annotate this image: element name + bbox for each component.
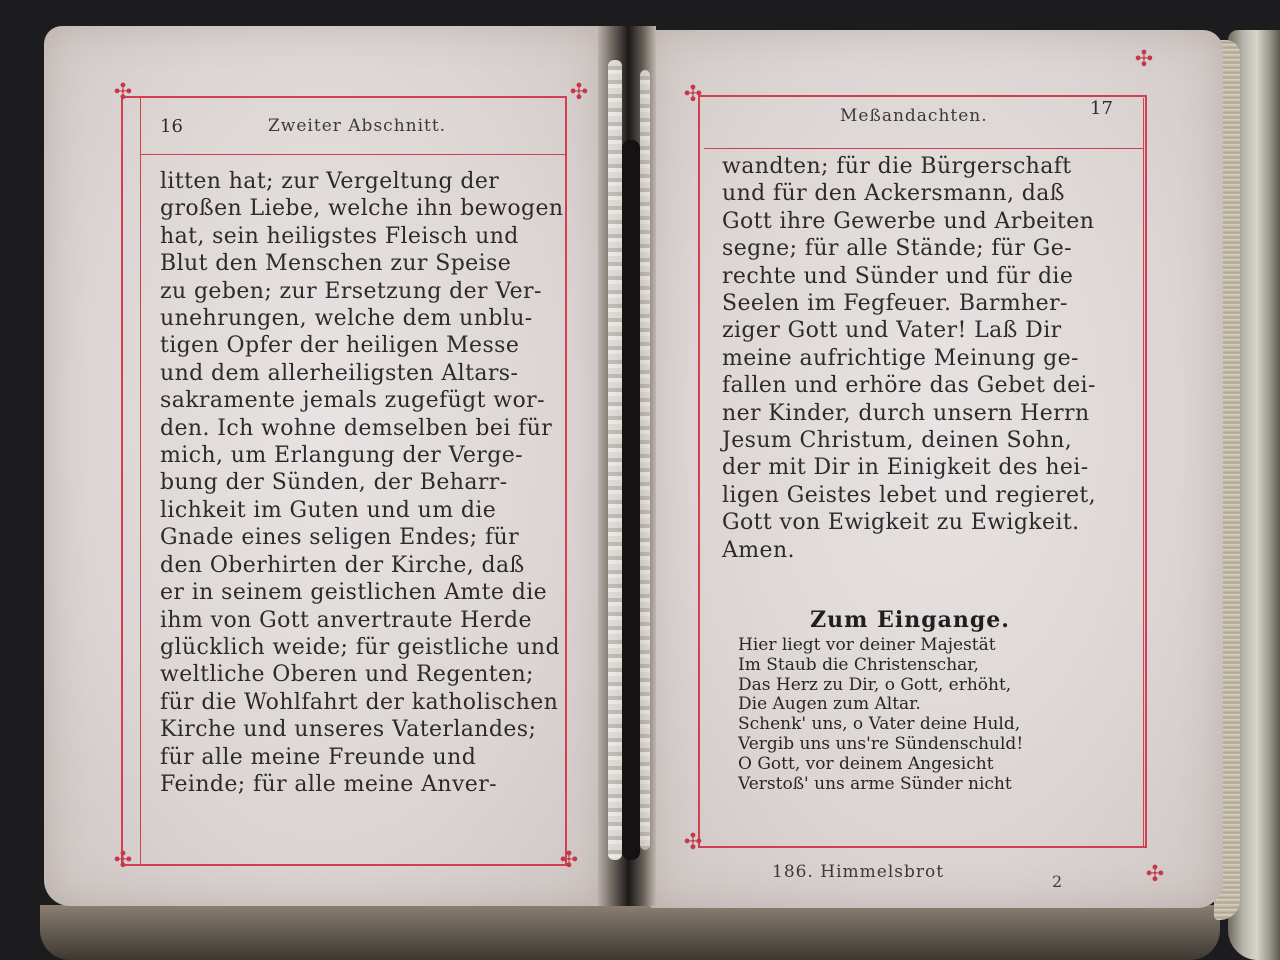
hymn-verse [738, 636, 1098, 794]
verse-line: Im Staub die Christenschar, [738, 654, 979, 675]
text-line: sakramente jemals zugefügt wor- [160, 388, 545, 414]
signature-number: 2 [1052, 872, 1063, 891]
left-page-text [160, 168, 564, 798]
text-line: Amen. [722, 537, 795, 563]
text-line: den. Ich wohne demselben bei für [160, 415, 553, 441]
text-line: wandten; für die Bürgerschaft [722, 154, 1072, 179]
right-page-text [722, 153, 1122, 564]
text-line: Jesum Christum, deinen Sohn, [722, 428, 1073, 454]
text-line: glücklich weide; für geistliche und [160, 634, 560, 660]
verse-line: Die Augen zum Altar. [738, 694, 921, 715]
verse-line: Vergib uns uns're Sündenschuld! [738, 733, 1024, 754]
text-line: litten hat; zur Vergeltung der [160, 169, 500, 194]
text-line: er in seinem geistlichen Amte die [160, 580, 548, 606]
torn-binding-left [608, 60, 622, 860]
text-line: der mit Dir in Einigkeit des hei- [722, 455, 1089, 481]
text-line: Gnade eines seligen Endes; für [160, 525, 519, 551]
corner-ornament-icon: ✣ [113, 80, 133, 105]
text-line: ligen Geistes lebet und regieret, [722, 482, 1097, 508]
left-header-rule [140, 154, 566, 155]
text-line: unehrungen, welche dem unblu- [160, 306, 533, 332]
verse-line: O Gott, vor deinem Angesicht [738, 753, 994, 774]
corner-ornament-icon: ✣ [1134, 47, 1154, 72]
text-line: bung der Sünden, der Beharr- [160, 470, 508, 496]
verse-line: Verstoß' uns arme Sünder nicht [738, 773, 1012, 794]
text-line: den Oberhirten der Kirche, daß [160, 552, 525, 578]
verse-line: Schenk' uns, o Vater deine Huld, [738, 714, 1021, 735]
text-line: zu geben; zur Ersetzung der Ver- [160, 278, 542, 304]
text-line: fallen und erhöre das Gebet dei- [722, 373, 1096, 399]
text-line: segne; für alle Stände; für Ge- [722, 236, 1072, 262]
text-line: Feinde; für alle meine Anver- [160, 771, 497, 797]
text-line: und für den Ackersmann, daß [722, 181, 1065, 207]
corner-ornament-icon: ✣ [559, 848, 579, 873]
section-title: Zum Eingange. [810, 607, 1010, 633]
running-head-left: Zweiter Abschnitt. [268, 116, 447, 136]
text-line: großen Liebe, welche ihn bewogen [160, 196, 564, 222]
running-head-right: Meßandachten. [840, 106, 988, 126]
verse-line: Hier liegt vor deiner Majestät [738, 635, 996, 655]
left-inner-border-line [140, 98, 141, 864]
text-line: für die Wohlfahrt der katholischen [160, 689, 559, 715]
book-cover-bottom [40, 905, 1220, 960]
corner-ornament-icon: ✣ [569, 80, 589, 105]
corner-ornament-icon: ✣ [683, 830, 703, 855]
text-line: rechte und Sünder und für die [722, 263, 1074, 289]
text-line: ihm von Gott anvertraute Herde [160, 607, 532, 633]
text-line: Gott von Ewigkeit zu Ewigkeit. [722, 510, 1080, 536]
text-line: meine aufrichtige Meinung ge- [722, 345, 1079, 371]
page-number-left: 16 [160, 116, 183, 137]
text-line: und dem allerheiligsten Altars- [160, 360, 519, 386]
verse-line: Das Herz zu Dir, o Gott, erhöht, [738, 674, 1012, 695]
text-line: ziger Gott und Vater! Laß Dir [722, 318, 1062, 344]
right-header-rule [704, 148, 1144, 149]
text-line: für alle meine Freunde und [160, 744, 477, 770]
right-inner-border-line [1143, 98, 1144, 846]
text-line: lichkeit im Guten und um die [160, 497, 497, 523]
corner-ornament-icon: ✣ [683, 82, 703, 107]
text-line: hat, sein heiligstes Fleisch und [160, 223, 519, 249]
page-number-right: 17 [1090, 98, 1113, 119]
text-line: Gott ihre Gewerbe und Arbeiten [722, 208, 1095, 234]
corner-ornament-icon: ✣ [113, 848, 133, 873]
text-line: ner Kinder, durch unsern Herrn [722, 400, 1090, 426]
torn-binding-right [640, 70, 650, 850]
text-line: mich, um Erlangung der Verge- [160, 443, 523, 469]
text-line: tigen Opfer der heiligen Messe [160, 333, 520, 359]
spine-crack [622, 140, 640, 860]
text-line: Blut den Menschen zur Speise [160, 251, 512, 277]
text-line: weltliche Oberen und Regenten; [160, 662, 534, 688]
text-line: Seelen im Fegfeuer. Barmher- [722, 291, 1068, 317]
text-line: Kirche und unseres Vaterlandes; [160, 717, 537, 743]
printer-signature: 186. Himmelsbrot [772, 862, 945, 882]
corner-ornament-icon: ✣ [1145, 862, 1165, 887]
